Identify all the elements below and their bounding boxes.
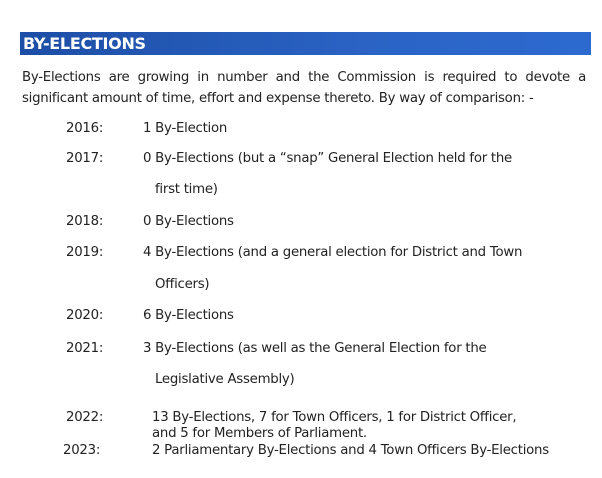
section-heading: BY-ELECTIONS	[23, 34, 146, 53]
entry-text: 2 Parliamentary By-Elections and 4 Town Officers By-Elections	[152, 443, 549, 458]
entry-text: Officers)	[155, 277, 210, 292]
intro-paragraph: By-Elections are growing in number and the Commission is required to devote a significant amount of time, effort and expense thereto. By way of comparison: -	[22, 70, 586, 106]
entry-text: 13 By-Elections, 7 for Town Officers, 1 for District Officer,	[152, 410, 517, 425]
entry-year: 2021:	[66, 341, 104, 356]
section-heading-bar	[20, 32, 591, 55]
entry-year: 2022:	[66, 410, 104, 425]
entry-text: 6 By-Elections	[143, 308, 234, 323]
entry-year: 2020:	[66, 308, 104, 323]
entry-text: 0 By-Elections	[143, 214, 234, 229]
entry-year: 2017:	[66, 151, 104, 166]
entry-year: 2023:	[63, 443, 101, 458]
entry-text: first time)	[155, 182, 218, 197]
entry-text: and 5 for Members of Parliament.	[152, 426, 367, 441]
entry-text: 0 By-Elections (but a “snap” General Election held for the	[143, 151, 512, 166]
entry-year: 2016:	[66, 121, 104, 136]
entry-text: Legislative Assembly)	[155, 372, 295, 387]
entry-year: 2019:	[66, 245, 104, 260]
entry-text: 1 By-Election	[143, 121, 228, 136]
entry-year: 2018:	[66, 214, 104, 229]
entry-text: 4 By-Elections (and a general election for District and Town	[143, 245, 523, 260]
entry-text: 3 By-Elections (as well as the General Election for the	[143, 341, 487, 356]
